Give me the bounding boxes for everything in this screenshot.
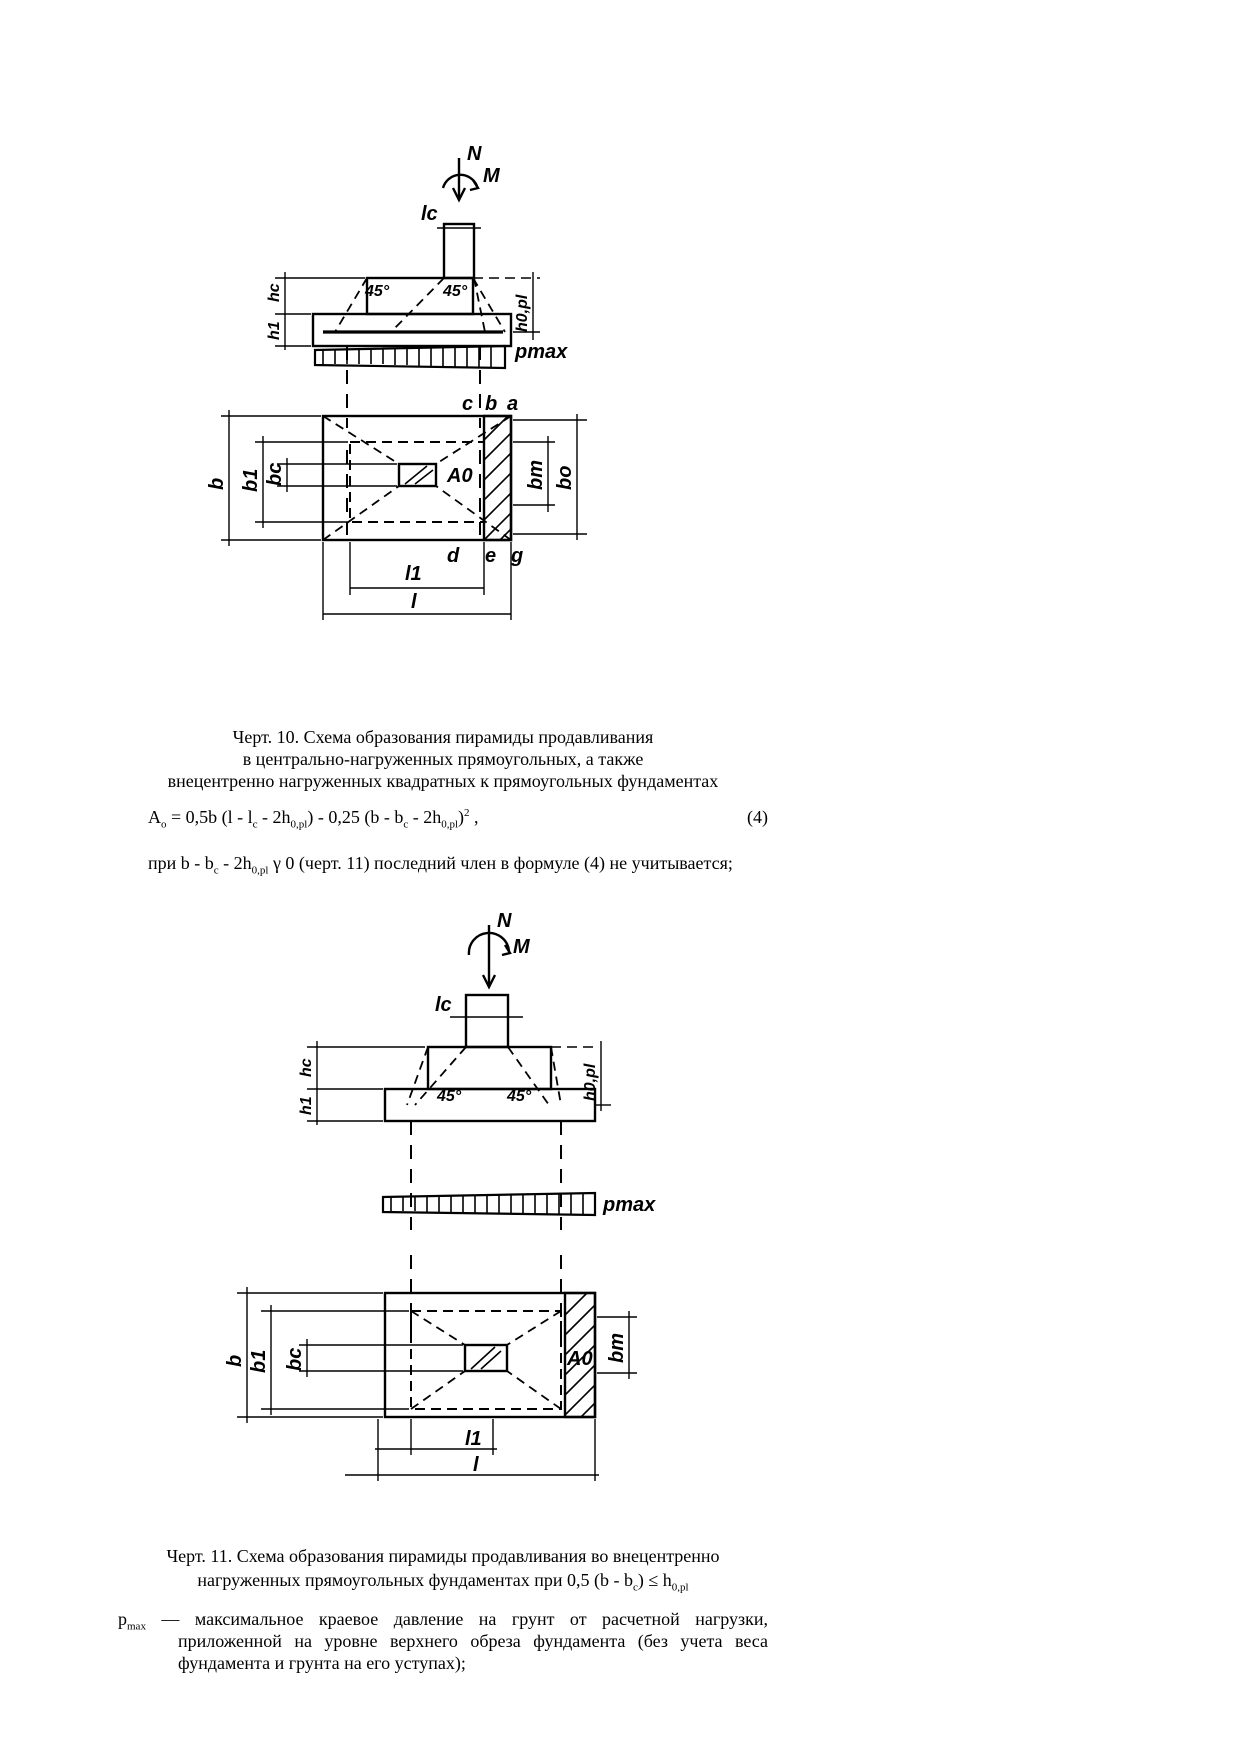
definition-pmax [118,1608,768,1674]
fig11-label-h1: h1 [298,1096,315,1115]
fig10-label-l1: l1 [405,563,422,585]
formula-4-subscript: o [161,818,167,831]
fig11-label-hc: hc [298,1058,315,1077]
definition-dash: — [145,1609,195,1629]
figure-11-drawing [224,910,665,1510]
figure-11 [224,910,665,1510]
fig11-label-bm: bm [606,1333,628,1363]
formula-4-text: - 2h [408,807,442,827]
fig11-label-M: M [513,936,530,958]
formula-4-text: ) - 0,25 (b - b [307,807,404,827]
paragraph-text: - 2h [218,853,252,873]
caption-text: нагруженных прямоугольных фундаментах при 0,5 (b - b [197,1570,634,1590]
caption-subscript: 0,pl [671,1581,689,1594]
fig11-label-A0: A0 [567,1348,593,1370]
definition-term: p [118,1609,127,1629]
fig10-label-a: a [507,393,519,415]
figure-10-caption-line-2: в центрально-нагруженных прямоугольных, а также [242,749,644,769]
formula-4-number: (4) [747,807,768,827]
fig11-label-N: N [497,910,512,932]
paragraph-subscript: 0,pl [251,864,269,877]
fig10-label-e: e [485,545,497,567]
formula-4-text: - 2h [257,807,291,827]
formula-4-subscript: c [252,818,258,831]
figure-10-caption [118,726,768,792]
figure-10-caption-line-3: внецентренно нагруженных квадратных к прямоугольных фундаментах [167,771,719,791]
formula-4-text: = 0,5b (l - l [166,807,253,827]
formula-4-text: ) [458,807,465,827]
formula-4-symbol-A: A [148,807,161,827]
fig11-label-b: b [224,1354,246,1367]
fig10-label-d: d [447,545,460,567]
figure-10 [206,143,655,695]
fig10-label-b-point: b [485,393,498,415]
fig10-label-c: c [462,393,474,415]
fig11-label-b1: b1 [248,1349,270,1373]
definition-body: максимальное краевое давление на грунт от расчетной нагрузки, приложенной на уровне верхнего обреза фундамента (без учета веса фундамента и грунта на его уступах); [178,1609,769,1673]
figure-11-caption [118,1544,768,1592]
formula-4-body [148,807,479,831]
fig11-label-l: l [473,1454,479,1476]
fig10-label-pmax: pmax [515,341,568,363]
fig10-label-h1: h1 [266,321,283,340]
fig11-label-45-right: 45° [507,1088,532,1105]
definition-text [118,1608,769,1674]
fig10-label-M: M [483,165,500,187]
fig10-label-lc: lc [421,203,438,225]
fig10-label-A0: A0 [447,465,473,487]
fig10-label-bc: bc [264,462,286,486]
fig10-label-hc: hc [266,283,283,302]
formula-4-subscript: 0,pl [290,818,308,831]
fig10-label-g: g [511,545,524,567]
fig10-label-h0pl: h0,pl [514,294,531,332]
fig10-label-b: b [206,477,228,490]
paragraph-text: при b - b [148,853,214,873]
formula-4-subscript: 0,pl [441,818,459,831]
paragraph-condition [118,852,768,877]
formula-4-subscript: c [403,818,409,831]
fig10-label-b1: b1 [240,468,262,492]
formula-4 [148,806,768,831]
paragraph-subscript: c [213,864,219,877]
fig11-label-45-left: 45° [437,1088,462,1105]
caption-text: ) ≤ h [637,1570,672,1590]
fig10-label-l: l [411,591,417,613]
figure-11-caption-line-2 [118,1568,768,1592]
fig11-label-h0pl: h0,pl [582,1063,599,1101]
fig11-label-bc: bc [284,1347,306,1371]
fig10-label-bm: bm [525,460,547,490]
fig10-label-45-left: 45° [365,283,390,300]
figure-10-caption-line-1: Черт. 10. Схема образования пирамиды продавливания [232,727,654,747]
figure-10-drawing [206,143,655,695]
fig11-label-pmax: pmax [603,1194,656,1216]
definition-term-subscript: max [127,1620,146,1633]
caption-subscript: c [633,1581,638,1594]
paragraph-text: γ 0 (черт. 11) последний член в формуле (4) не учитывается; [268,853,733,873]
figure-11-caption-line-1: Черт. 11. Схема образования пирамиды продавливания во внецентренно [166,1546,720,1566]
fig11-label-l1: l1 [465,1428,482,1450]
fig11-label-lc: lc [435,994,452,1016]
formula-4-text: , [469,807,479,827]
fig10-label-N: N [467,143,482,165]
fig10-label-45-right: 45° [443,283,468,300]
formula-4-superscript: 2 [464,807,470,819]
fig10-label-bo: bo [554,465,576,490]
